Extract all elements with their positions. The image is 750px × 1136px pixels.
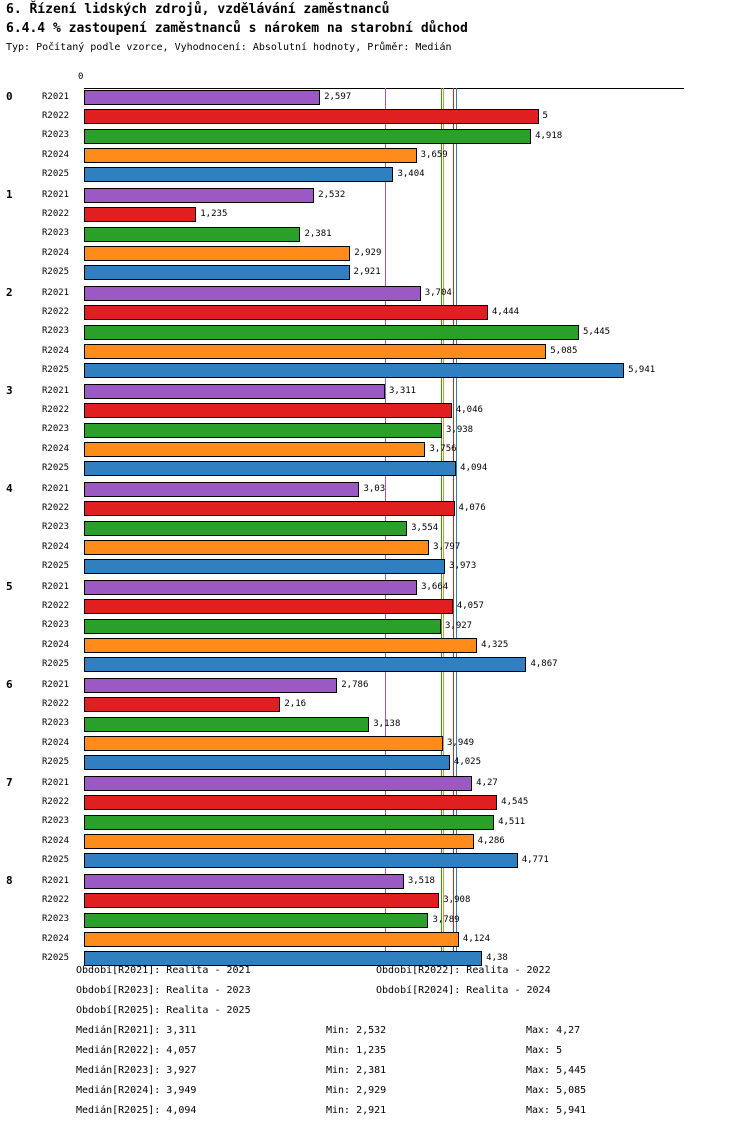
bar-value-label: 3,664 [421,582,449,593]
bar-row [42,578,684,597]
bar-row [42,557,684,576]
bar-row [42,146,684,165]
bar-row [42,224,684,243]
series-label-r2025: R2025 [42,364,70,375]
bar-r2025[interactable] [84,461,456,476]
stat-max: Max: 5,445 [526,1065,587,1076]
series-label-r2021: R2021 [42,484,70,494]
bar-row [42,459,684,478]
bar-row [42,695,684,714]
bar-row [42,382,684,401]
stat-median: Medián[R2023]: 3,927 [76,1065,197,1076]
bar-row [42,205,684,224]
series-label-r2024: R2024 [42,835,70,846]
plot-area [6,88,684,963]
bar-row [42,244,684,263]
bar-value-label: 3,756 [429,443,457,454]
bar-row [42,832,684,851]
bar-row [42,910,684,929]
bar-row [42,774,684,793]
bar-value-label: 4,38 [486,952,508,963]
bar-r2023[interactable] [84,619,441,634]
bar-r2023[interactable] [84,423,442,438]
series-label-r2022: R2022 [42,895,70,906]
bar-value-label: 2,16 [284,699,307,710]
legend-row [0,985,750,1005]
bar-r2024[interactable] [84,932,459,947]
bar-r2025[interactable] [84,363,624,378]
stat-median: Medián[R2025]: 4,094 [76,1105,197,1116]
bar-r2024[interactable] [84,344,546,359]
bar-value-label: 5,445 [583,326,611,337]
group-label: 7 [6,776,13,789]
bar-value-label: 3,518 [407,876,435,887]
series-label-r2023: R2023 [42,718,70,729]
bar-row [42,872,684,891]
bar-value-label: 4,057 [456,601,484,612]
bar-value-label: 4,025 [453,756,481,767]
series-label-r2024: R2024 [42,443,70,454]
stat-min: Min: 2,532 [326,1025,387,1036]
bar-value-label: 3,659 [420,149,448,160]
bar-row [42,88,684,107]
bar-value-label: 3,03 [363,484,386,495]
group-label: 8 [6,874,13,887]
bar-value-label: 3,704 [424,288,452,299]
bar-value-label: 3,908 [443,895,471,906]
bar-value-label: 5 [542,111,548,122]
bar-value-label: 3,311 [389,386,417,397]
bar-r2021[interactable] [84,776,472,791]
series-label-r2025: R2025 [42,854,70,865]
bar-value-label: 3,973 [449,560,477,571]
bar-row [42,734,684,753]
bar-value-label: 5,085 [550,345,578,356]
bar-r2022[interactable] [84,501,455,516]
bar-group [6,480,684,576]
stat-max: Max: 5,941 [526,1105,587,1116]
bar-row [42,753,684,772]
bar-r2024[interactable] [84,148,417,163]
series-label-r2021: R2021 [42,680,70,690]
bar-r2025[interactable] [84,657,526,672]
stat-min: Min: 1,235 [326,1045,387,1056]
bar-r2022[interactable] [84,697,280,712]
bar-value-label: 3,789 [432,914,460,925]
bar-r2025[interactable] [84,755,450,770]
series-label-r2021: R2021 [42,190,70,200]
bar-value-label: 5,941 [628,364,656,375]
series-label-r2022: R2022 [42,307,70,318]
bar-r2022[interactable] [84,109,539,124]
bar-r2024[interactable] [84,638,477,653]
bar-r2021[interactable] [84,678,337,693]
series-label-r2024: R2024 [42,639,70,650]
bar-r2025[interactable] [84,951,482,966]
bar-row [42,165,684,184]
bar-value-label: 4,918 [535,130,563,141]
stat-median: Medián[R2022]: 4,057 [76,1045,197,1056]
series-label-r2025: R2025 [42,266,70,277]
stat-min: Min: 2,381 [326,1065,387,1076]
bar-row [42,714,684,733]
bar-r2022[interactable] [84,893,439,908]
bar-r2021[interactable] [84,90,320,105]
series-label-r2025: R2025 [42,462,70,473]
legend-item: Období[R2021]: Realita - 2021 [76,965,251,976]
legend-item: Období[R2023]: Realita - 2023 [76,985,251,996]
series-label-r2021: R2021 [42,386,70,396]
stat-max: Max: 5,085 [526,1085,587,1096]
series-label-r2024: R2024 [42,737,70,748]
bar-r2023[interactable] [84,815,494,830]
series-label-r2022: R2022 [42,601,70,612]
bar-r2025[interactable] [84,265,350,280]
legend-item: Období[R2024]: Realita - 2024 [376,985,551,996]
bar-group [6,88,684,184]
stats-row [0,1045,750,1065]
bar-value-label: 4,094 [460,462,488,473]
stats-row [0,1085,750,1105]
group-label: 0 [6,90,13,103]
bar-group [6,284,684,380]
bar-group [6,382,684,478]
series-label-r2022: R2022 [42,797,70,808]
series-label-r2021: R2021 [42,92,70,102]
series-label-r2023: R2023 [42,228,70,239]
bar-value-label: 4,076 [458,503,486,514]
series-label-r2023: R2023 [42,424,70,435]
series-label-r2023: R2023 [42,620,70,631]
bar-row [42,322,684,341]
bar-row [42,655,684,674]
series-label-r2022: R2022 [42,209,70,220]
group-label: 1 [6,188,13,201]
bar-r2022[interactable] [84,305,488,320]
bar-value-label: 3,797 [433,541,461,552]
stats-row [0,1065,750,1085]
bar-value-label: 2,929 [354,247,382,258]
series-label-r2023: R2023 [42,326,70,337]
bar-row [42,676,684,695]
series-label-r2025: R2025 [42,952,70,963]
series-label-r2021: R2021 [42,288,70,298]
series-label-r2023: R2023 [42,914,70,925]
bar-group [6,872,684,968]
page-title: 6. Řízení lidských zdrojů, vzdělávání zaměstnanců [6,2,390,17]
series-label-r2023: R2023 [42,130,70,141]
bar-row [42,186,684,205]
bar-r2023[interactable] [84,227,300,242]
series-label-r2022: R2022 [42,405,70,416]
group-label: 5 [6,580,13,593]
bar-r2023[interactable] [84,325,579,340]
bar-r2023[interactable] [84,521,407,536]
stats-row [0,1105,750,1125]
series-label-r2024: R2024 [42,933,70,944]
bar-row [42,636,684,655]
bar-row [42,793,684,812]
bar-value-label: 2,786 [341,680,369,691]
bar-r2022[interactable] [84,795,497,810]
bar-row [42,812,684,831]
bar-r2024[interactable] [84,736,443,751]
bar-value-label: 1,235 [200,209,228,220]
bar-row [42,616,684,635]
bar-r2024[interactable] [84,246,350,261]
bar-r2021[interactable] [84,482,359,497]
bar-r2023[interactable] [84,129,531,144]
series-label-r2025: R2025 [42,756,70,767]
group-label: 2 [6,286,13,299]
bar-row [42,480,684,499]
series-label-r2022: R2022 [42,503,70,514]
series-label-r2021: R2021 [42,876,70,886]
bar-value-label: 3,554 [411,522,439,533]
series-label-r2021: R2021 [42,778,70,788]
stat-max: Max: 5 [526,1045,563,1056]
bar-value-label: 4,444 [492,307,520,318]
stat-min: Min: 2,929 [326,1085,387,1096]
bar-group [6,774,684,870]
group-label: 4 [6,482,13,495]
bar-row [42,891,684,910]
series-label-r2024: R2024 [42,247,70,258]
stat-median: Medián[R2021]: 3,311 [76,1025,197,1036]
chart-footer [0,965,750,1125]
bar-row [42,342,684,361]
bar-value-label: 3,949 [447,737,475,748]
bar-group [6,578,684,674]
group-label: 3 [6,384,13,397]
bar-row [42,440,684,459]
bar-group [6,676,684,772]
bar-r2025[interactable] [84,559,445,574]
bar-value-label: 2,532 [318,190,346,201]
bar-value-label: 4,545 [501,797,529,808]
bar-row [42,107,684,126]
series-label-r2025: R2025 [42,168,70,179]
bar-value-label: 2,597 [324,92,352,103]
bar-value-label: 3,404 [397,168,425,179]
bar-row [42,361,684,380]
bar-r2024[interactable] [84,540,429,555]
bar-value-label: 4,046 [455,405,483,416]
legend-item: Období[R2025]: Realita - 2025 [76,1005,251,1016]
bar-r2021[interactable] [84,286,421,301]
bar-value-label: 4,27 [476,778,498,789]
bar-r2025[interactable] [84,853,518,868]
bar-row [42,930,684,949]
bar-value-label: 4,511 [498,816,526,827]
bar-value-label: 3,138 [373,718,401,729]
bar-row [42,284,684,303]
bar-row [42,851,684,870]
page-subtitle-heading: 6.4.4 % zastoupení zaměstnanců s nárokem na starobní důchod [6,21,468,36]
stats-row [0,1025,750,1045]
chart-config-line: Typ: Počítaný podle vzorce, Vyhodnocení: Absolutní hodnoty, Průměr: Medián [6,42,452,53]
bar-row [42,597,684,616]
bar-r2024[interactable] [84,834,474,849]
bar-r2025[interactable] [84,167,393,182]
series-label-r2025: R2025 [42,560,70,571]
bar-r2022[interactable] [84,599,453,614]
bar-r2021[interactable] [84,384,385,399]
series-label-r2022: R2022 [42,111,70,122]
stat-max: Max: 4,27 [526,1025,581,1036]
bar-row [42,263,684,282]
bar-value-label: 2,381 [304,228,332,239]
bar-row [42,303,684,322]
bar-value-label: 4,325 [481,639,509,650]
group-label: 6 [6,678,13,691]
legend-item: Období[R2022]: Realita - 2022 [376,965,551,976]
bar-row [42,401,684,420]
bar-r2022[interactable] [84,403,452,418]
series-label-r2023: R2023 [42,816,70,827]
bar-row [42,538,684,557]
bar-value-label: 3,938 [446,424,474,435]
bar-value-label: 2,921 [353,266,381,277]
bar-value-label: 4,771 [521,854,549,865]
bar-row [42,499,684,518]
bar-r2022[interactable] [84,207,196,222]
bar-r2021[interactable] [84,188,314,203]
series-label-r2024: R2024 [42,541,70,552]
bar-r2023[interactable] [84,717,369,732]
series-label-r2024: R2024 [42,149,70,160]
bar-value-label: 3,927 [445,620,473,631]
bar-row [42,518,684,537]
bar-r2021[interactable] [84,874,404,889]
bar-value-label: 4,286 [477,835,505,846]
bar-r2024[interactable] [84,442,425,457]
x-axis-zero-label: 0 [78,72,84,82]
legend-row [0,1005,750,1025]
bar-group [6,186,684,282]
legend-row [0,965,750,985]
series-label-r2025: R2025 [42,658,70,669]
series-label-r2022: R2022 [42,699,70,710]
stat-median: Medián[R2024]: 3,949 [76,1085,197,1096]
bar-row [42,126,684,145]
bar-r2021[interactable] [84,580,417,595]
series-label-r2023: R2023 [42,522,70,533]
series-label-r2021: R2021 [42,582,70,592]
bar-r2023[interactable] [84,913,428,928]
series-label-r2024: R2024 [42,345,70,356]
bar-value-label: 4,124 [462,933,490,944]
stat-min: Min: 2,921 [326,1105,387,1116]
bar-value-label: 4,867 [530,658,558,669]
bar-row [42,420,684,439]
